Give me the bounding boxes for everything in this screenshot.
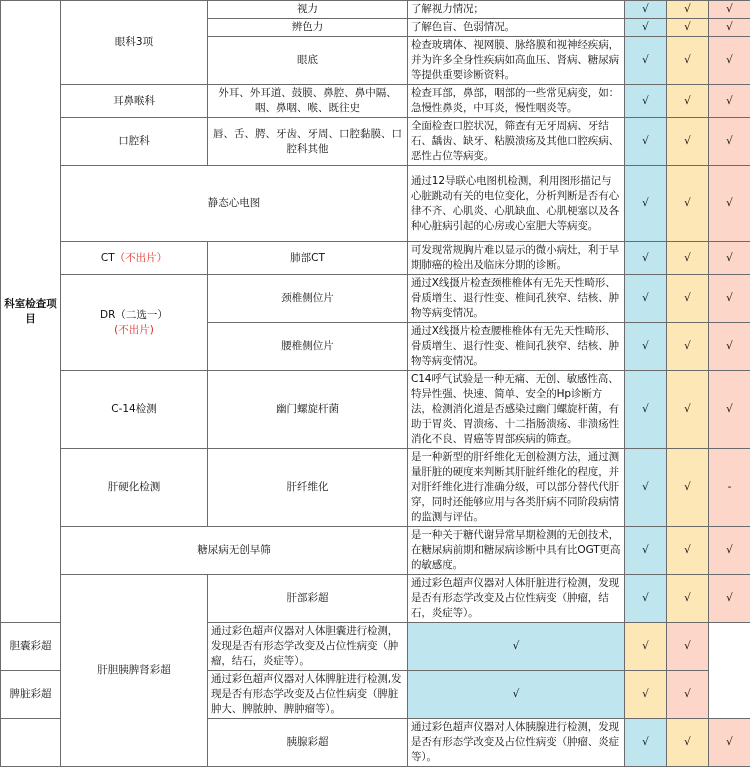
category-label: 科室检查项目 [1, 1, 61, 623]
check-mark: √ [709, 19, 750, 37]
check-mark: √ [667, 166, 709, 242]
check-mark: √ [625, 719, 667, 767]
group-ct [61, 242, 208, 275]
check-mark: √ [709, 575, 750, 623]
item-gall-us: 胆囊彩超 [1, 623, 61, 671]
desc-diabetes: 是一种关于糖代谢异常早期检测的无创技术，在糖尿病前期和糖尿病诊断中具有比OGT更高的敏感度。 [408, 527, 625, 575]
check-mark: √ [625, 1, 667, 19]
desc-ent: 检查耳部，鼻部，咽部的一些常见病变，如：急慢性鼻炎，中耳炎，慢性咽炎等。 [408, 85, 625, 118]
dr-no-film-note: (不出片) [64, 323, 204, 338]
item-lumbar: 腰椎侧位片 [208, 323, 408, 371]
check-mark: √ [709, 275, 750, 323]
group-ultrasound: 肝胆胰脾肾彩超 [61, 575, 208, 767]
item-ent: 外耳、外耳道、鼓膜、鼻腔、鼻中隔、咽、鼻咽、喉、既往史 [208, 85, 408, 118]
check-mark: √ [625, 449, 667, 527]
desc-liver-fibro: 是一种新型的肝纤维化无创检测方法，通过测量肝脏的硬度来判断其肝脏纤维化的程度，并对肝纤维化进行准确分级，可以部分替代代肝穿，同时还能够应用与各类肝病不同阶段病情的监测与评估。 [408, 449, 625, 527]
table-row [1, 575, 750, 623]
check-mark: √ [667, 623, 709, 671]
check-mark: √ [625, 275, 667, 323]
group-dr [61, 275, 208, 371]
check-mark: √ [709, 85, 750, 118]
check-mark: √ [709, 527, 750, 575]
desc-vision: 了解视力情况； [408, 1, 625, 19]
group-ent: 耳鼻喉科 [61, 85, 208, 118]
check-mark: √ [667, 449, 709, 527]
desc-liver-us: 通过彩色超声仪器对人体肝脏进行检测，发现是否有形态学改变及占位性病变（肿瘤，结石，炎症等）。 [408, 575, 625, 623]
check-mark: √ [667, 37, 709, 85]
check-mark: √ [667, 1, 709, 19]
desc-ecg: 通过12导联心电图机检测，利用图形描记与心脏跳动有关的电位变化，分析判断是否有心律不齐、心肌炎、心肌缺血、心肌梗塞以及各种心脏病引起的心房或心室肥大等病变。 [408, 166, 625, 242]
check-mark: √ [625, 166, 667, 242]
check-mark: √ [709, 118, 750, 166]
item-ecg: 静态心电图 [61, 166, 408, 242]
check-mark: √ [667, 527, 709, 575]
table-row [1, 166, 750, 242]
check-mark: √ [625, 323, 667, 371]
desc-lumbar: 通过X线摄片检查腰椎椎体有无先天性畸形、骨质增生、退行性变、椎间孔狭窄、结核、肿物等病变情况。 [408, 323, 625, 371]
item-liver-fibro: 肝纤维化 [208, 449, 408, 527]
item-liver-us: 肝部彩超 [208, 575, 408, 623]
item-color-vision: 辨色力 [208, 19, 408, 37]
check-mark: √ [667, 575, 709, 623]
dash-mark: - [709, 449, 750, 527]
check-mark: √ [625, 118, 667, 166]
check-mark: √ [408, 623, 625, 671]
ct-no-film-note: （不出片） [115, 252, 168, 264]
item-diabetes: 糖尿病无创早筛 [61, 527, 408, 575]
check-mark: √ [709, 166, 750, 242]
desc-oral: 全面检查口腔状况，筛查有无牙周病、牙结石、龋齿、缺牙、粘膜溃疡及其他口腔疾病、恶性占位等病变。 [408, 118, 625, 166]
desc-lung-ct: 可发现常规胸片难以显示的微小病灶，利于早期肺癌的检出及临床分期的诊断。 [408, 242, 625, 275]
check-mark: √ [625, 85, 667, 118]
table-row [1, 85, 750, 118]
desc-hp: C14呼气试验是一种无痛、无创、敏感性高、特异性强、快速、简单、安全的Hp诊断方法，检测消化道是否感染过幽门螺旋杆菌，有助于胃炎、胃溃疡、十二指肠溃疡、非溃疡性消化不良、胃癌等胃部疾病的筛查。 [408, 371, 625, 449]
table-row [1, 275, 750, 323]
table-row [1, 1, 750, 19]
table-row [1, 371, 750, 449]
check-mark: √ [667, 323, 709, 371]
check-mark: √ [667, 85, 709, 118]
item-fundus: 眼底 [208, 37, 408, 85]
check-mark: √ [625, 19, 667, 37]
item-vision: 视力 [208, 1, 408, 19]
table-row [1, 527, 750, 575]
check-mark: √ [625, 242, 667, 275]
check-mark: √ [625, 671, 667, 719]
item-spleen-us: 脾脏彩超 [1, 671, 61, 719]
dr-label: DR（二选一） [64, 308, 204, 323]
check-mark: √ [667, 19, 709, 37]
check-mark: √ [709, 719, 750, 767]
item-cervical: 颈椎侧位片 [208, 275, 408, 323]
item-hp: 幽门螺旋杆菌 [208, 371, 408, 449]
desc-pancreas-us: 通过彩色超声仪器对人体胰腺进行检测，发现是否有形态学改变及占位性病变（肿瘤、炎症等）。 [408, 719, 625, 767]
group-liver-fibro: 肝硬化检测 [61, 449, 208, 527]
check-mark: √ [625, 575, 667, 623]
check-mark: √ [709, 323, 750, 371]
item-lung-ct: 肺部CT [208, 242, 408, 275]
blank-category-cell [1, 719, 61, 767]
check-mark: √ [625, 37, 667, 85]
check-mark: √ [709, 371, 750, 449]
check-mark: √ [625, 527, 667, 575]
check-mark: √ [625, 371, 667, 449]
check-mark: √ [667, 118, 709, 166]
table-row [1, 118, 750, 166]
item-pancreas-us: 胰腺彩超 [208, 719, 408, 767]
check-mark: √ [667, 371, 709, 449]
desc-cervical: 通过X线摄片检查颈椎椎体有无先天性畸形、骨质增生、退行性变、椎间孔狭窄、结核、肿物等病变情况。 [408, 275, 625, 323]
check-mark: √ [667, 275, 709, 323]
check-mark: √ [408, 671, 625, 719]
desc-spleen-us: 通过彩色超声仪器对人体脾脏进行检测,发现是否有形态学改变及占位性病变（脾脏肿大、脾脓肿、脾肿瘤等）。 [208, 671, 408, 719]
check-mark: √ [709, 1, 750, 19]
check-mark: √ [709, 242, 750, 275]
table-row [1, 449, 750, 527]
group-c14: C-14检测 [61, 371, 208, 449]
check-mark: √ [709, 37, 750, 85]
group-oral: 口腔科 [61, 118, 208, 166]
check-mark: √ [667, 242, 709, 275]
check-mark: √ [625, 623, 667, 671]
desc-fundus: 检查玻璃体、视网膜、脉络膜和视神经疾病，并为许多全身性疾病如高血压、肾病、糖尿病等提供重要诊断资料。 [408, 37, 625, 85]
group-eye: 眼科3项 [61, 1, 208, 85]
desc-gall-us: 通过彩色超声仪器对人体胆囊进行检测，发现是否有形态学改变及占位性病变（肿瘤，结石，炎症等）。 [208, 623, 408, 671]
check-mark: √ [667, 719, 709, 767]
item-oral: 唇、舌、腭、牙齿、牙周、口腔黏膜、口腔科其他 [208, 118, 408, 166]
ct-label: CT [101, 252, 115, 264]
check-mark: √ [667, 671, 709, 719]
desc-color-vision: 了解色盲、色弱情况。 [408, 19, 625, 37]
table-row [1, 242, 750, 275]
